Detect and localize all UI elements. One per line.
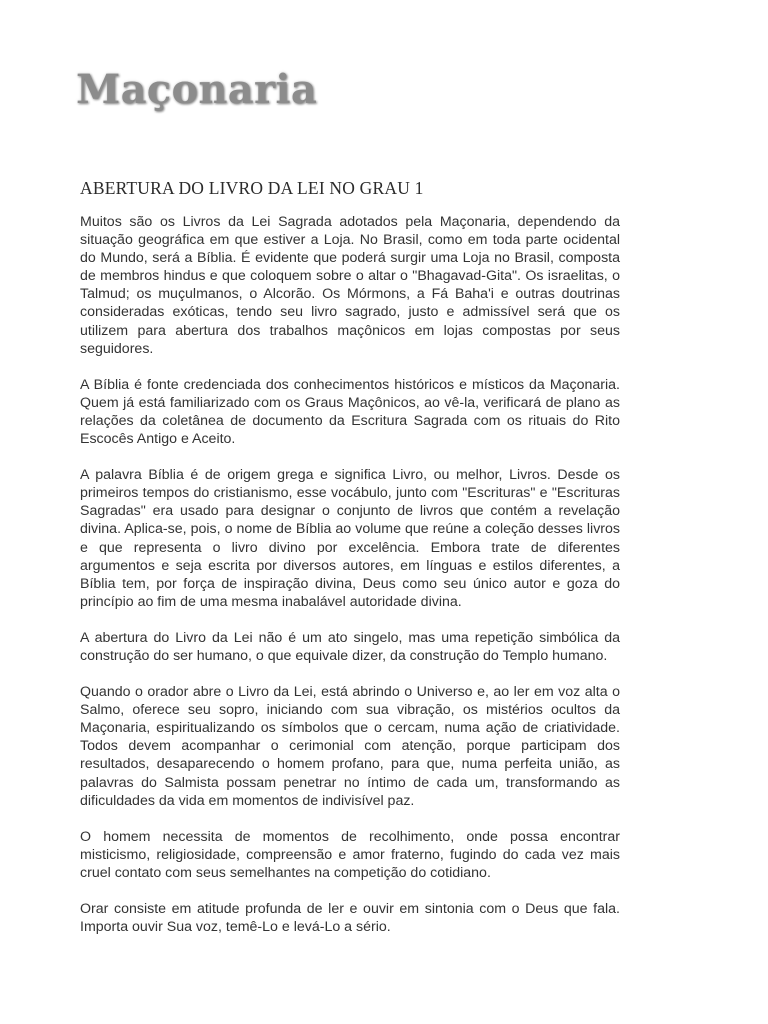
paragraph: Orar consiste em atitude profunda de ler e ouvir em sintonia com o Deus que fala. Importa ouvir Sua voz, temê-Lo e levá-Lo a sério. <box>80 901 620 936</box>
paragraph: Muitos são os Livros da Lei Sagrada adotados pela Maçonaria, dependendo da situação geográfica em que estiver a Loja. No Brasil, como em toda parte ocidental do Mundo, será a Bíblia. É evidente que poderá surgir uma Loja no Brasil, composta de membros hindus e que coloquem sobre o altar o "Bhagavad-Gita". Os israelitas, o Talmud; os muçulmanos, o Alcorão. Os Mórmons, a Fá Baha'i e outras doutrinas consideradas exóticas, tendo seu livro sagrado, justo e admissível será que os utilizem para abertura dos trabalhos maçônicos em lojas compostas por seus seguidores. <box>80 214 620 357</box>
page-title: Maçonaria <box>76 66 318 113</box>
paragraph: A abertura do Livro da Lei não é um ato singelo, mas uma repetição simbólica da construção do ser humano, o que equivale dizer, da construção do Templo humano. <box>80 629 620 664</box>
paragraph: A Bíblia é fonte credenciada dos conhecimentos históricos e místicos da Maçonaria. Quem já está familiarizado com os Graus Maçônicos, ao vê-la, verificará de plano as relações da coletânea de documento da Escritura Sagrada com os rituais do Rito Escocês Antigo e Aceito. <box>80 376 620 448</box>
section-heading: ABERTURA DO LIVRO DA LEI NO GRAU 1 <box>80 178 424 198</box>
paragraph: Quando o orador abre o Livro da Lei, está abrindo o Universo e, ao ler em voz alta o Salmo, oferece seu sopro, iniciando com sua vibração, os mistérios ocultos da Maçonaria, espiritualizando os símbolos que o cercam, numa ação de criatividade. Todos devem acompanhar o cerimonial com atenção, porque participam dos resultados, desaparecendo o homem profano, para que, numa perfeita união, as palavras do Salmista possam penetrar no íntimo de cada um, transformando as dificuldades da vida em momentos de indivisível paz. <box>80 684 620 809</box>
paragraph: A palavra Bíblia é de origem grega e significa Livro, ou melhor, Livros. Desde os primeiros tempos do cristianismo, esse vocábulo, junto com "Escrituras" e "Escrituras Sagradas" era usado para designar o conjunto de livros que contém a revelação divina. Aplica-se, pois, o nome de Bíblia ao volume que reúne a coleção desses livros e que representa o livro divino por excelência. Embora trate de diferentes argumentos e seja escrita por diversos autores, em línguas e estilos diferentes, a Bíblia tem, por força de inspiração divina, Deus como seu único autor e goza do princípio ao fim de uma mesma inabalável autoridade divina. <box>80 467 620 610</box>
paragraph: O homem necessita de momentos de recolhimento, onde possa encontrar misticismo, religiosidade, compreensão e amor fraterno, fugindo do cada vez mais cruel contato com seus semelhantes na competição do cotidiano. <box>80 828 620 881</box>
body-text <box>80 213 620 954</box>
